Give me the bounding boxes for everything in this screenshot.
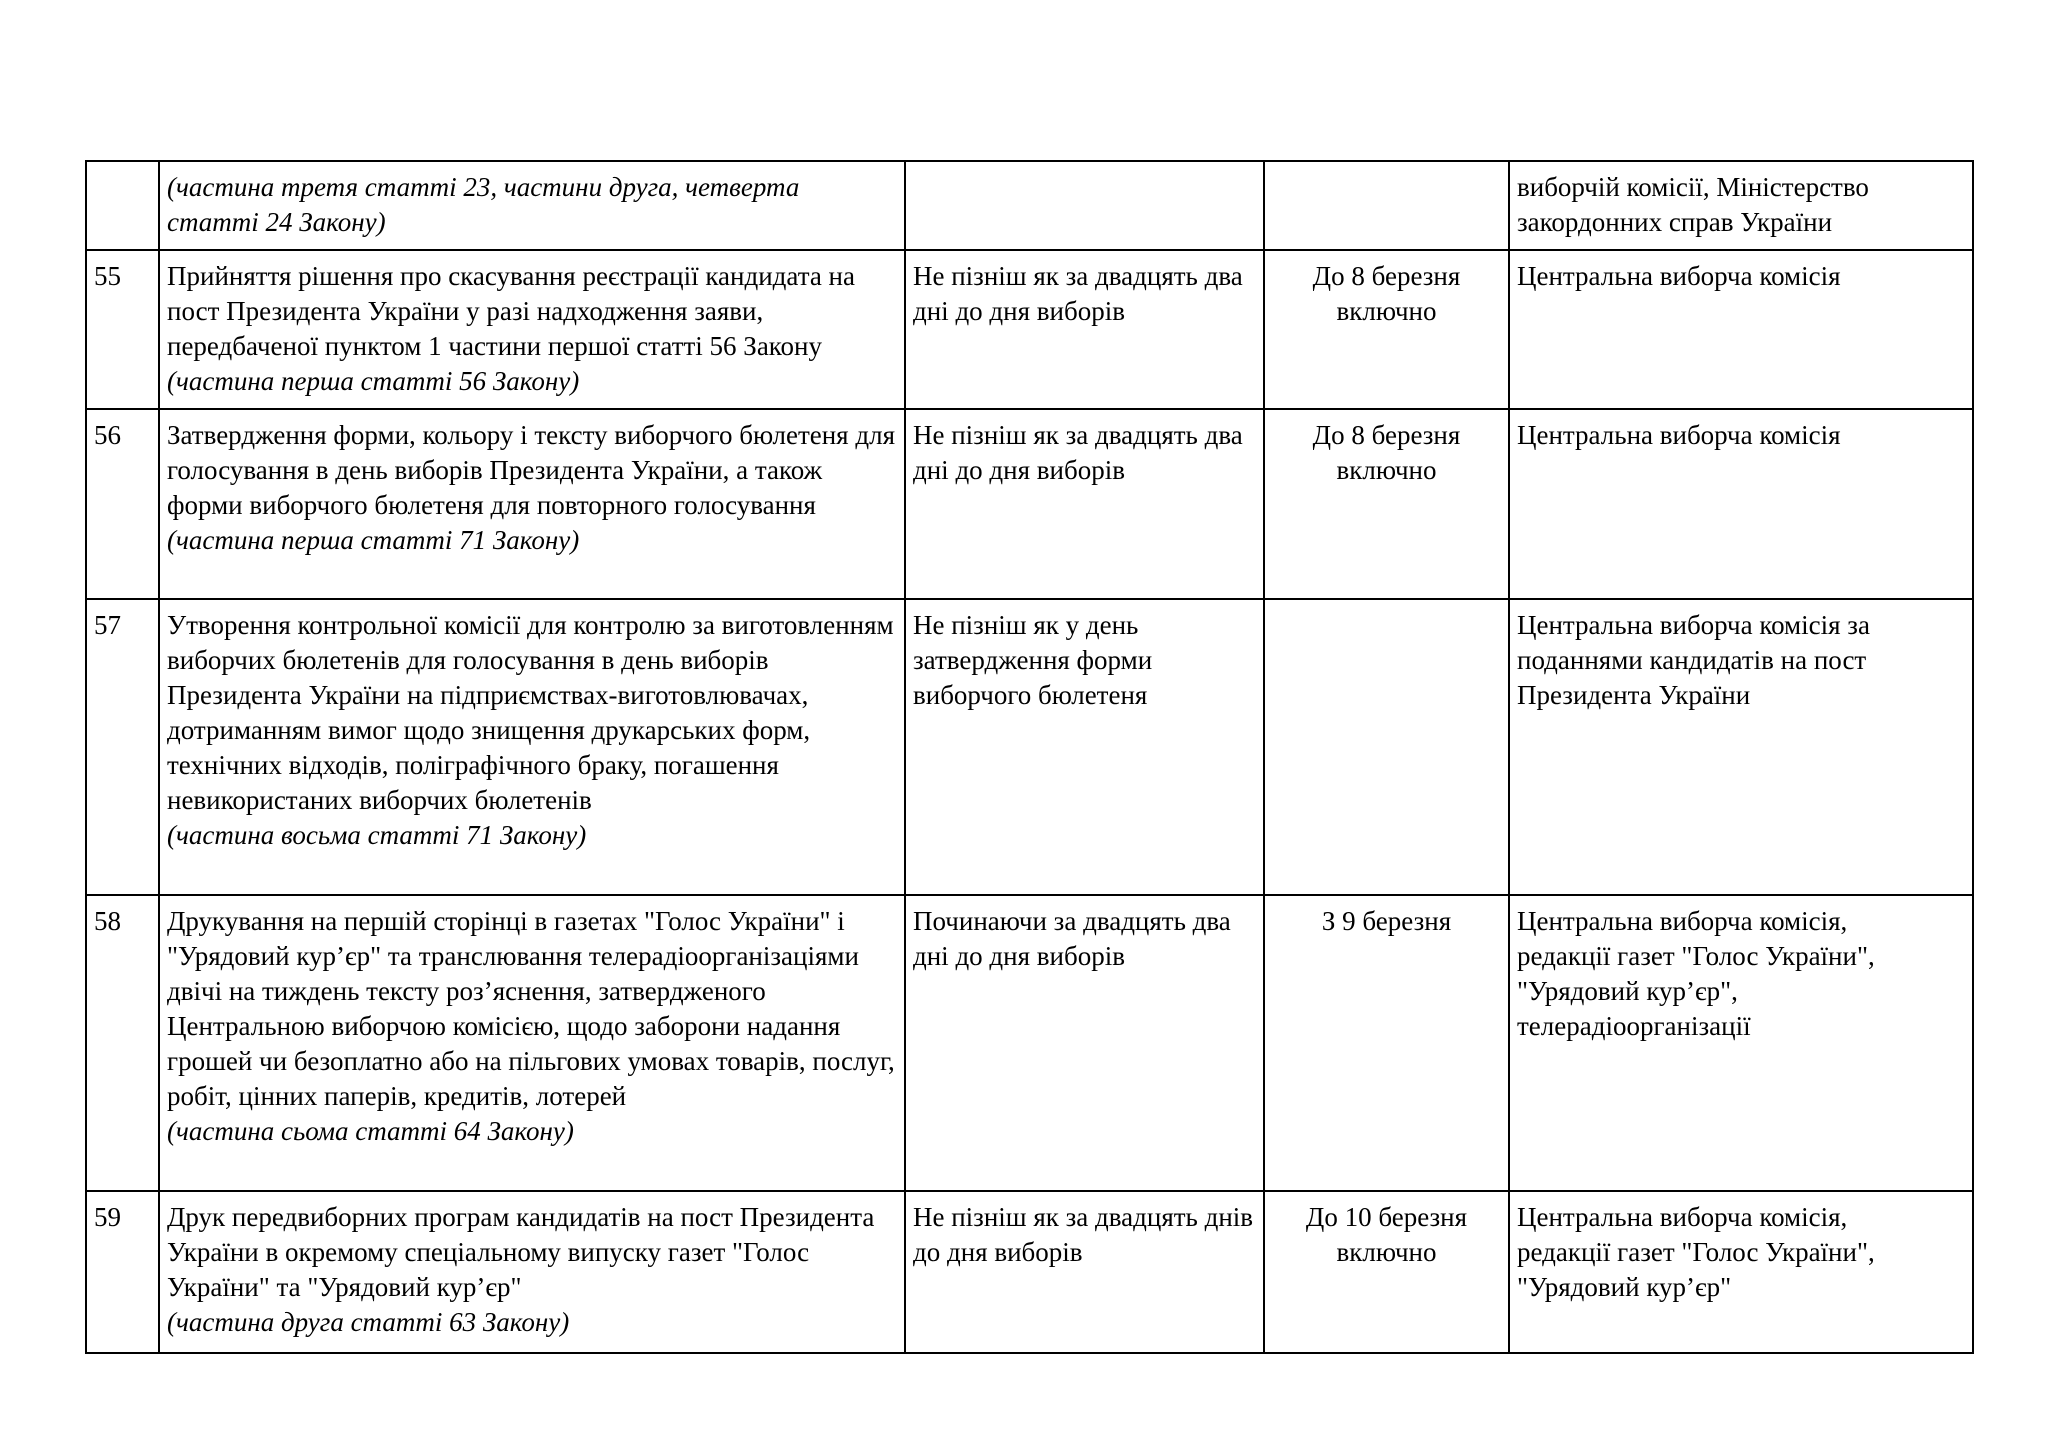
date-text: До 8 березня: [1312, 420, 1461, 450]
responsible-cell: [1509, 599, 1973, 895]
responsible-text: телерадіоорганізації: [1517, 1011, 1751, 1041]
date-cell: [1264, 599, 1509, 895]
table-row: [86, 895, 1973, 1191]
responsible-text: Центральна виборча комісія за: [1517, 610, 1870, 640]
date-text: З 9 березня: [1321, 906, 1452, 936]
responsible-text: "Урядовий кур’єр": [1517, 1272, 1732, 1302]
date-text: До 10 березня: [1305, 1202, 1468, 1232]
responsible-cell: [1509, 161, 1973, 250]
date-cell: [1264, 250, 1509, 409]
election-schedule-table: [85, 160, 1974, 1354]
row-number-cell: 56: [86, 409, 159, 599]
law-reference: (частина третя статті 23, частини друга, четверта статті 24 Закону): [167, 172, 800, 237]
responsible-cell: [1509, 409, 1973, 599]
row-number-cell: 58: [86, 895, 159, 1191]
responsible-text: поданнями кандидатів на пост: [1517, 645, 1867, 675]
row-number-cell: [86, 161, 159, 250]
action-cell: [159, 161, 905, 250]
action-text: Утворення контрольної комісії для контролю за виготовленням виборчих бюлетенів для голосування в день виборів Президента України на підприємствах-виготовлювачах, дотриманням вимог щодо знищення друкарських форм, технічних відходів, поліграфічного браку, погашення невикористаних виборчих бюлетенів: [167, 610, 894, 815]
responsible-cell: [1509, 895, 1973, 1191]
responsible-text: Центральна виборча комісія,: [1517, 1202, 1848, 1232]
date-cell: [1264, 1191, 1509, 1353]
term-cell: Починаючи за двадцять два дні до дня виборів: [905, 895, 1264, 1191]
action-text: Прийняття рішення про скасування реєстрації кандидата на пост Президента України у разі надходження заяви, передбаченої пунктом 1 частини першої статті 56 Закону: [167, 261, 855, 361]
law-reference: (частина перша статті 71 Закону): [167, 525, 580, 555]
action-text: Затвердження форми, кольору і тексту виборчого бюлетеня для голосування в день виборів Президента України, а також форми виборчого бюлетеня для повторного голосування: [167, 420, 895, 520]
action-text: Друкування на першій сторінці в газетах "Голос України" і "Урядовий кур’єр" та транслювання телерадіоорганізаціями двічі на тиждень тексту роз’яснення, затвердженого Центральною виборчою комісією, щодо заборони надання грошей чи безоплатно або на пільгових умовах товарів, послуг, робіт, цінних паперів, кредитів, лотерей: [167, 906, 895, 1111]
date-text: включно: [1336, 455, 1437, 485]
responsible-text: закордонних справ України: [1517, 207, 1833, 237]
table-row: [86, 1191, 1973, 1353]
responsible-text: Центральна виборча комісія,: [1517, 906, 1848, 936]
action-cell: [159, 599, 905, 895]
term-cell: Не пізніш як у день затвердження форми виборчого бюлетеня: [905, 599, 1264, 895]
table-row: [86, 409, 1973, 599]
responsible-text: Центральна виборча комісія: [1517, 261, 1841, 291]
date-text: включно: [1336, 1237, 1437, 1267]
term-cell: Не пізніш як за двадцять два дні до дня виборів: [905, 409, 1264, 599]
table-row-continuation: [86, 161, 1973, 250]
date-text: включно: [1336, 296, 1437, 326]
responsible-text: виборчій комісії, Міністерство: [1517, 172, 1869, 202]
responsible-text: "Урядовий кур’єр",: [1517, 976, 1738, 1006]
responsible-cell: [1509, 250, 1973, 409]
table-row: [86, 250, 1973, 409]
action-cell: [159, 895, 905, 1191]
action-text: Друк передвиборних програм кандидатів на пост Президента України в окремому спеціальному випуску газет "Голос України" та "Урядовий кур’єр": [167, 1202, 875, 1302]
responsible-text: редакції газет "Голос України",: [1517, 941, 1875, 971]
law-reference: (частина перша статті 56 Закону): [167, 366, 580, 396]
responsible-text: Центральна виборча комісія: [1517, 420, 1841, 450]
date-cell: [1264, 895, 1509, 1191]
term-cell: Не пізніш як за двадцять днів до дня виборів: [905, 1191, 1264, 1353]
date-cell: [1264, 161, 1509, 250]
law-reference: (частина восьма статті 71 Закону): [167, 820, 587, 850]
responsible-cell: [1509, 1191, 1973, 1353]
row-number-cell: 57: [86, 599, 159, 895]
law-reference: (частина сьома статті 64 Закону): [167, 1116, 574, 1146]
date-cell: [1264, 409, 1509, 599]
term-cell: Не пізніш як за двадцять два дні до дня виборів: [905, 250, 1264, 409]
law-reference: (частина друга статті 63 Закону): [167, 1307, 570, 1337]
date-text: До 8 березня: [1312, 261, 1461, 291]
responsible-text: Президента України: [1517, 680, 1751, 710]
responsible-text: редакції газет "Голос України",: [1517, 1237, 1875, 1267]
row-number-cell: 55: [86, 250, 159, 409]
row-number-cell: 59: [86, 1191, 159, 1353]
table-row: [86, 599, 1973, 895]
action-cell: [159, 1191, 905, 1353]
action-cell: [159, 409, 905, 599]
action-cell: [159, 250, 905, 409]
term-cell: [905, 161, 1264, 250]
